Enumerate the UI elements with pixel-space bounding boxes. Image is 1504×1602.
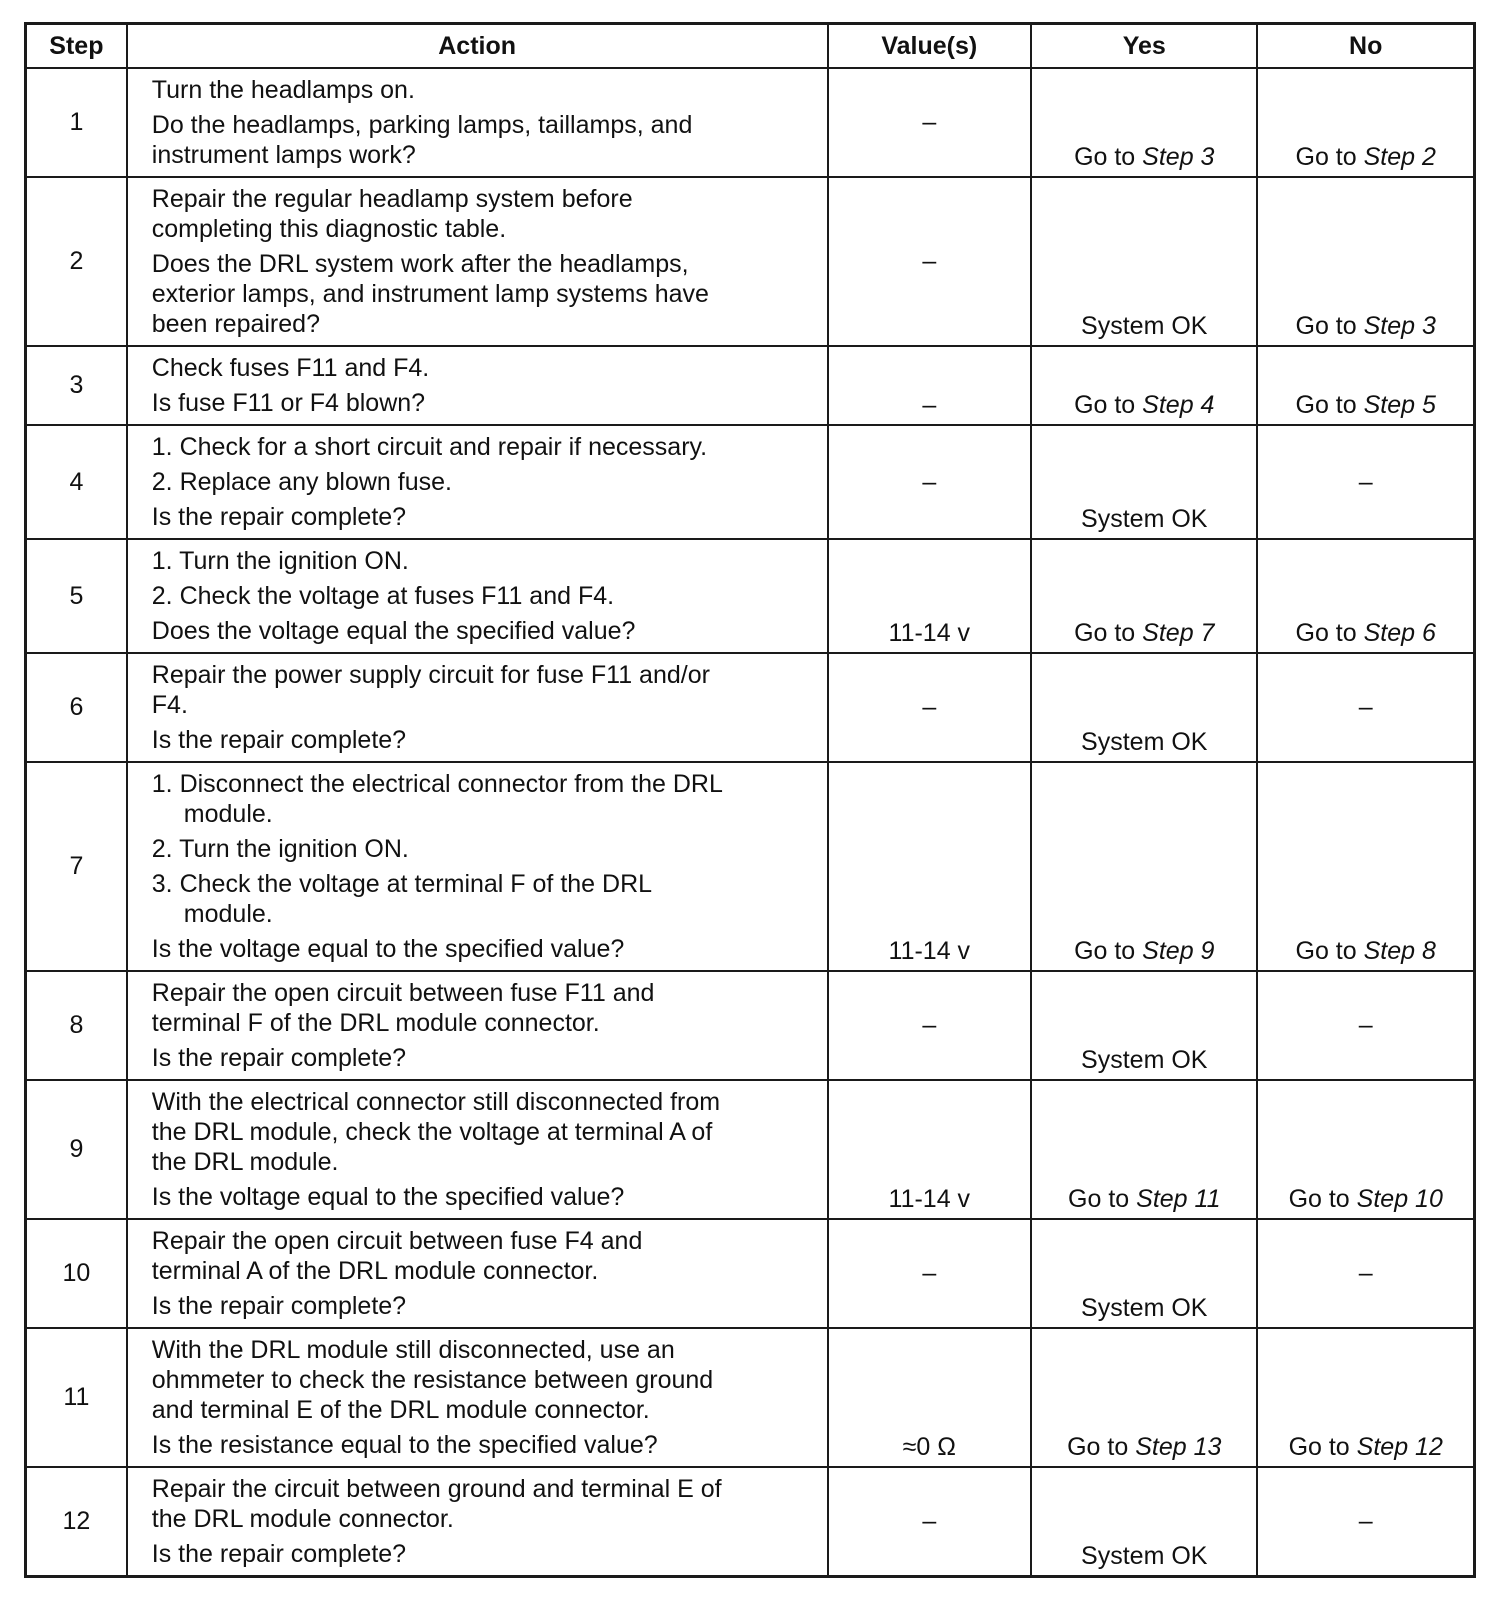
table-row [26,1328,1475,1467]
action-line: Repair the regular headlamp system before [151,185,633,213]
yes-text: System OK [1081,728,1208,756]
step-number: 6 [26,653,127,762]
yes-cell [1031,539,1257,653]
action-line: and terminal E of the DRL module connector. [151,1396,650,1424]
action-line: Does the voltage equal the specified value? [151,617,636,645]
step-number: 12 [26,1467,127,1577]
step-number: 7 [26,762,127,971]
yes-prefix: Go to [1068,1185,1130,1213]
action-line: Is the repair complete? [151,1540,407,1568]
step-number: 11 [26,1328,127,1467]
value-cell: 11-14 v [828,539,1032,653]
yes-cell [1031,68,1257,177]
no-prefix: Go to [1295,143,1357,171]
action-line: With the DRL module still disconnected, use an [151,1336,675,1364]
action-cell [127,177,828,346]
table-row [26,425,1475,539]
action-line: the DRL module, check the voltage at terminal A of [151,1118,713,1146]
no-cell [1257,346,1474,425]
value-cell: – [828,653,1032,762]
action-line: Is the voltage equal to the specified value? [151,1183,625,1211]
value-cell: 11-14 v [828,1080,1032,1219]
no-prefix: Go to [1295,391,1357,419]
no-prefix: Go to [1288,1185,1350,1213]
action-line: exterior lamps, and instrument lamp systems have [151,280,709,308]
header-row [26,24,1475,69]
action-line: Is the resistance equal to the specified value? [151,1431,658,1459]
action-line: Repair the power supply circuit for fuse F11 and/or [151,661,710,689]
action-line: terminal F of the DRL module connector. [151,1009,600,1037]
yes-text: System OK [1081,312,1208,340]
step-number: 8 [26,971,127,1080]
no-step-ref: Step 10 [1356,1185,1443,1213]
yes-text: System OK [1081,505,1208,533]
action-cell [127,762,828,971]
action-line: Do the headlamps, parking lamps, taillamps, and [151,111,693,139]
action-cell [127,539,828,653]
header-step: Step [26,24,127,69]
value-cell: – [828,1219,1032,1328]
value-cell: 11-14 v [828,762,1032,971]
action-cell [127,425,828,539]
action-cell [127,1219,828,1328]
yes-prefix: Go to [1074,619,1136,647]
action-line: Is fuse F11 or F4 blown? [151,389,426,417]
action-line: the DRL module. [151,1148,339,1176]
yes-text: System OK [1081,1294,1208,1322]
header-action: Action [127,24,828,69]
step-number: 3 [26,346,127,425]
action-line: Is the voltage equal to the specified value? [151,935,625,963]
action-line: instrument lamps work? [151,141,416,169]
no-cell [1257,1467,1474,1577]
no-cell [1257,177,1474,346]
yes-cell [1031,762,1257,971]
yes-cell [1031,1467,1257,1577]
no-step-ref: Step 6 [1363,619,1436,647]
step-number: 9 [26,1080,127,1219]
no-step-ref: Step 8 [1363,937,1436,965]
no-cell [1257,1219,1474,1328]
action-line: module. [183,800,273,828]
table-row [26,1080,1475,1219]
step-number: 1 [26,68,127,177]
yes-prefix: Go to [1074,937,1136,965]
step-number: 10 [26,1219,127,1328]
yes-step-ref: Step 13 [1135,1433,1222,1461]
action-line: Repair the open circuit between fuse F11 and [151,979,655,1007]
action-line: 2. Check the voltage at fuses F11 and F4. [151,582,615,610]
action-line: F4. [151,691,188,719]
header-values: Value(s) [828,24,1032,69]
yes-cell [1031,346,1257,425]
action-line: Turn the headlamps on. [151,76,415,104]
action-cell [127,1328,828,1467]
no-text: – [1358,1259,1373,1287]
no-cell [1257,68,1474,177]
action-line: ohmmeter to check the resistance between ground [151,1366,714,1394]
action-line: Repair the open circuit between fuse F4 and [151,1227,643,1255]
no-prefix: Go to [1288,1433,1350,1461]
value-cell: ≈0 Ω [828,1328,1032,1467]
value-cell: – [828,346,1032,425]
action-line: module. [183,900,273,928]
action-cell [127,653,828,762]
no-cell [1257,539,1474,653]
no-prefix: Go to [1295,619,1357,647]
action-line: Repair the circuit between ground and terminal E of [151,1475,722,1503]
value-cell: – [828,971,1032,1080]
no-cell [1257,425,1474,539]
action-line: the DRL module connector. [151,1505,454,1533]
action-line: With the electrical connector still disconnected from [151,1088,721,1116]
no-text: – [1358,693,1373,721]
no-text: – [1358,467,1373,496]
diagnostic-table [24,22,1476,1578]
yes-step-ref: Step 3 [1142,143,1215,171]
action-cell [127,1080,828,1219]
no-prefix: Go to [1295,937,1357,965]
yes-prefix: Go to [1074,391,1136,419]
action-line: 2. Replace any blown fuse. [151,468,452,496]
yes-step-ref: Step 11 [1136,1185,1221,1213]
yes-text: System OK [1081,1046,1208,1074]
no-cell [1257,1328,1474,1467]
table-row [26,1219,1475,1328]
action-line: completing this diagnostic table. [151,215,507,243]
no-cell [1257,653,1474,762]
no-cell [1257,762,1474,971]
no-step-ref: Step 12 [1356,1433,1443,1461]
table-row [26,971,1475,1080]
action-cell [127,68,828,177]
action-line: 1. Disconnect the electrical connector from the DRL [151,770,723,798]
table-row [26,177,1475,346]
table-row [26,346,1475,425]
step-number: 2 [26,177,127,346]
yes-cell [1031,653,1257,762]
yes-cell [1031,1080,1257,1219]
table-row [26,539,1475,653]
table-row [26,762,1475,971]
no-step-ref: Step 2 [1363,143,1436,171]
value-cell: – [828,425,1032,539]
value-cell: – [828,177,1032,346]
action-line: 1. Turn the ignition ON. [151,547,409,575]
no-step-ref: Step 3 [1363,312,1436,340]
no-cell [1257,1080,1474,1219]
action-line: Is the repair complete? [151,726,407,754]
action-line: terminal A of the DRL module connector. [151,1257,599,1285]
yes-cell [1031,971,1257,1080]
action-cell [127,1467,828,1577]
action-line: Check fuses F11 and F4. [151,354,430,382]
no-text: – [1358,1011,1373,1039]
step-number: 5 [26,539,127,653]
table-row [26,653,1475,762]
action-line: Is the repair complete? [151,1044,407,1072]
action-cell [127,346,828,425]
action-line: Does the DRL system work after the headlamps, [151,250,689,278]
header-no: No [1257,24,1474,69]
yes-cell [1031,1328,1257,1467]
no-text: – [1358,1507,1373,1535]
yes-step-ref: Step 9 [1142,937,1215,965]
action-line: been repaired? [151,310,320,338]
yes-text: System OK [1081,1542,1208,1570]
table-body [26,68,1475,1577]
action-line: 1. Check for a short circuit and repair if necessary. [151,433,708,461]
action-line: Is the repair complete? [151,503,407,531]
yes-cell [1031,177,1257,346]
action-line: 2. Turn the ignition ON. [151,835,409,863]
no-prefix: Go to [1295,312,1357,340]
yes-cell [1031,425,1257,539]
action-line: Is the repair complete? [151,1292,407,1320]
table-row [26,1467,1475,1577]
step-number: 4 [26,425,127,539]
table-row [26,68,1475,177]
yes-cell [1031,1219,1257,1328]
no-step-ref: Step 5 [1363,391,1436,419]
no-cell [1257,971,1474,1080]
value-cell: – [828,1467,1032,1577]
action-line: 3. Check the voltage at terminal F of the DRL [151,870,653,898]
yes-prefix: Go to [1074,143,1136,171]
yes-prefix: Go to [1067,1433,1129,1461]
yes-step-ref: Step 7 [1142,619,1215,647]
action-cell [127,971,828,1080]
yes-step-ref: Step 4 [1142,391,1215,419]
header-yes: Yes [1031,24,1257,69]
value-cell: – [828,68,1032,177]
